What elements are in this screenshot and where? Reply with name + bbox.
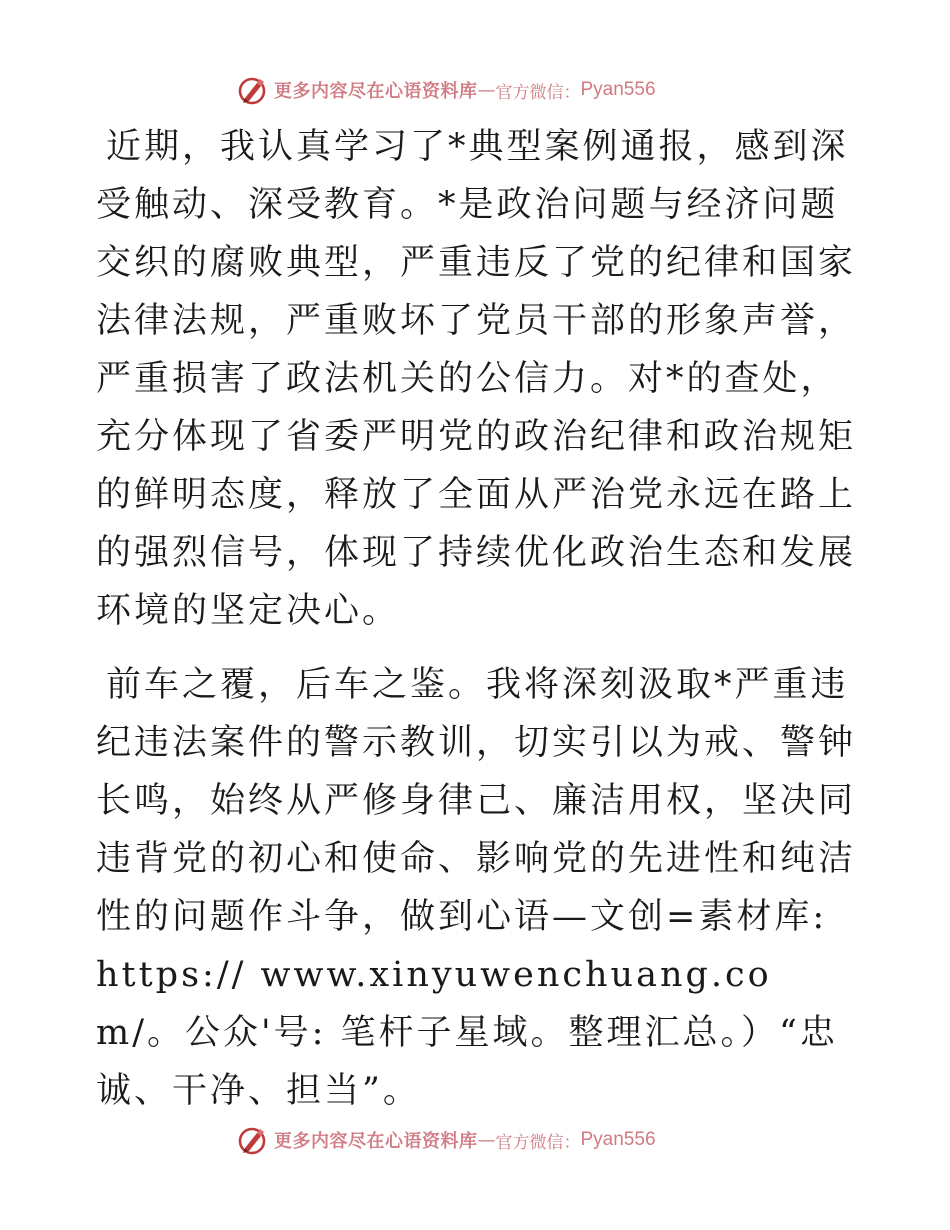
document-body bbox=[96, 118, 856, 1136]
footer-watermark-banner bbox=[236, 1122, 656, 1158]
banner-wechat-id: Pyan556 bbox=[580, 79, 656, 100]
pen-logo-icon bbox=[236, 1124, 268, 1156]
banner-label: 官方微信： bbox=[495, 1132, 581, 1153]
pen-logo-icon bbox=[236, 74, 268, 106]
banner-label: 官方微信： bbox=[495, 82, 581, 103]
banner-separator: — bbox=[477, 79, 496, 101]
paragraph-2: 前车之覆，后车之鉴。我将深刻汲取*严重违纪违法案件的警示教训，切实引以为戒、警钟长鸣，始终从严修身律己、廉洁用权，坚决同违背党的初心和使命、影响党的先进性和纯洁性的问题作斗争，做到心语—文创=素材库: https:// www.xinyuwenchuang.com/。公众'号: 笔杆子星域。整理汇总。）“忠诚、干净、担当”。 bbox=[96, 665, 857, 1111]
banner-text: 更多内容尽在心语资料库 bbox=[274, 1131, 478, 1152]
paragraph-1: 近期，我认真学习了*典型案例通报，感到深受触动、深受教育。*是政治问题与经济问题交织的腐败典型，严重违反了党的纪律和国家法律法规，严重败坏了党员干部的形象声誉，严重损害了政法机关的公信力。对*的查处，充分体现了省委严明党的政治纪律和政治规矩的鲜明态度，释放了全面从严治党永远在路上的强烈信号，体现了持续优化政治生态和发展环境的坚定决心。 bbox=[96, 127, 857, 631]
header-watermark-banner bbox=[236, 72, 656, 108]
banner-wechat-id: Pyan556 bbox=[580, 1129, 656, 1150]
banner-text: 更多内容尽在心语资料库 bbox=[274, 81, 478, 102]
banner-separator: — bbox=[477, 1129, 496, 1151]
